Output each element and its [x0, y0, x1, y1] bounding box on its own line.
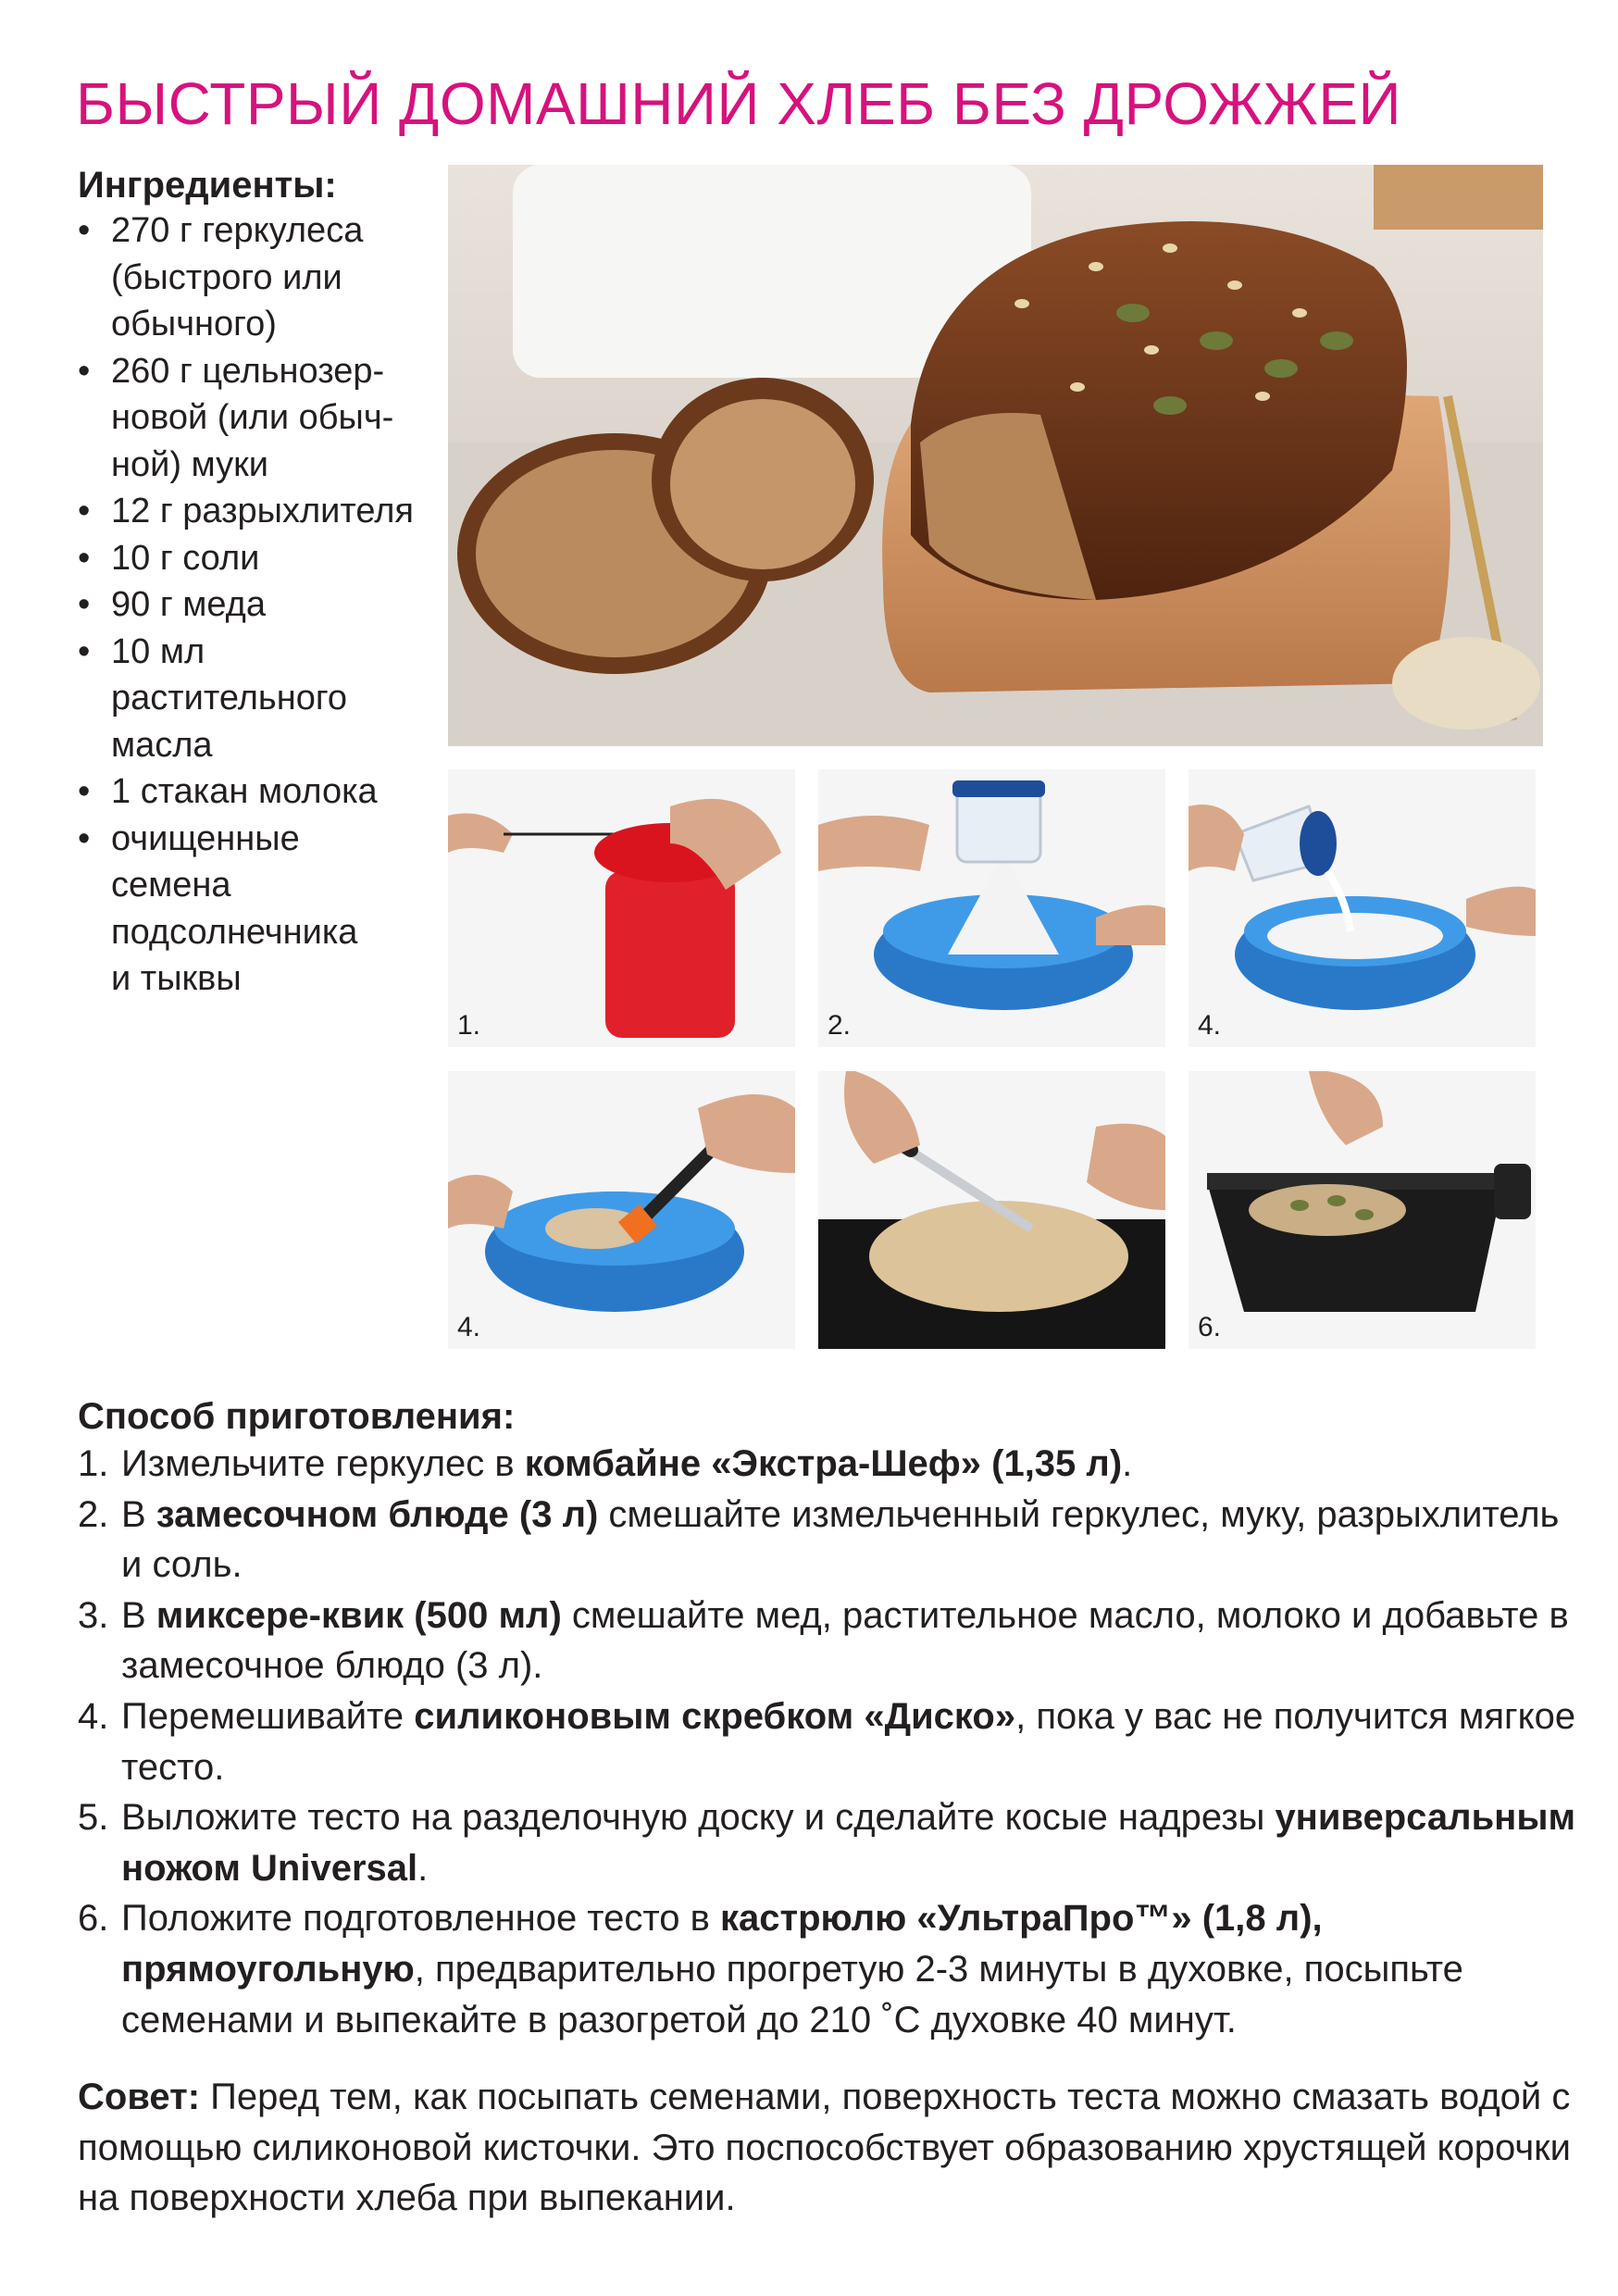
method-step-number: 3.	[78, 1594, 109, 1636]
ingredient-item: • 90 г меда	[78, 581, 448, 629]
step-number: 1.	[457, 1010, 481, 1041]
ingredient-item: • 10 г соли	[78, 535, 448, 582]
method-step-number: 5.	[78, 1797, 109, 1839]
step-number: 4.	[1198, 1010, 1222, 1041]
ingredients-list	[78, 207, 448, 1003]
tip-paragraph	[78, 2072, 1577, 2224]
ingredient-item: • 10 мл растительного масла	[78, 629, 448, 769]
step-number: 6.	[1198, 1312, 1222, 1342]
product-name: универсальным ножом Universal	[121, 1797, 1576, 1889]
method-step-number: 1.	[78, 1443, 109, 1484]
method-step-number: 4.	[78, 1695, 109, 1737]
method-step	[78, 1591, 1577, 1691]
step-photo-2	[818, 769, 1165, 1047]
tip-label: Совет:	[78, 2077, 201, 2117]
method-step-text: смешайте мед, растительное масло, молоко и добавьте в замесочное блюдо (3 л).	[121, 1594, 1569, 1687]
flour-sifter-icon	[818, 769, 1165, 1047]
product-name: замесочном блюде (3 л)	[156, 1493, 599, 1535]
method-heading: Способ приготовления:	[78, 1396, 516, 1437]
bread-loaf-photo	[448, 165, 1543, 746]
step-photo-5	[818, 1071, 1165, 1349]
method-step-text: .	[1122, 1443, 1133, 1484]
product-name: кастрюлю «УльтраПро™» (1,8 л), прямоугольную	[121, 1898, 1323, 1990]
recipe-title: БЫСТРЫЙ ДОМАШНИЙ ХЛЕБ БЕЗ ДРОЖЖЕЙ	[76, 70, 1401, 137]
step-photo-1	[448, 769, 795, 1047]
method-step-text: Положите подготовленное тесто в	[121, 1898, 721, 1940]
method-step	[78, 1893, 1577, 2045]
cutting-dough-icon	[818, 1071, 1165, 1349]
method-step-text: В	[121, 1493, 156, 1535]
product-name: миксере-квик (500 мл)	[156, 1594, 562, 1636]
method-step-text: Измельчите геркулес в	[121, 1443, 525, 1484]
ingredients-heading: Ингредиенты:	[78, 165, 337, 206]
method-step-text: Выложите тесто на разделочную доску и сделайте косые надрезы	[121, 1797, 1276, 1839]
method-step-text: В	[121, 1594, 156, 1636]
step-photo-4	[448, 1071, 795, 1349]
tip-text: Перед тем, как посыпать семенами, поверхность теста можно смазать водой с помощью силиконовой кисточки. Это поспособствует образованию хрустящей корочки на поверхности хлеба при выпекании.	[78, 2077, 1572, 2219]
step-photo-3	[1189, 769, 1536, 1047]
pouring-milk-icon	[1189, 769, 1536, 1047]
loaf-pan-icon	[1189, 1071, 1536, 1349]
method-step	[78, 1691, 1577, 1792]
ingredient-item: • очищенные семена подсолнечника и тыквы	[78, 816, 448, 1003]
ingredient-item: • 1 стакан молока	[78, 768, 448, 816]
method-step-text: Перемешивайте	[121, 1695, 415, 1737]
method-step	[78, 1792, 1577, 1893]
step-photo-6	[1189, 1071, 1536, 1349]
product-name: силиконовым скребком «Диско»	[414, 1695, 1016, 1737]
red-chopper-icon	[448, 769, 795, 1047]
method-step-number: 6.	[78, 1898, 109, 1940]
step-number: 2.	[828, 1010, 852, 1041]
method-step-number: 2.	[78, 1493, 109, 1535]
ingredient-item: • 260 г цельнозер- новой (или обыч- ной) муки	[78, 348, 448, 489]
method-step-text: , пока у вас не получится мягкое тесто.	[121, 1695, 1576, 1788]
method-step-text: смешайте измельченный геркулес, муку, разрыхлитель и соль.	[121, 1493, 1560, 1586]
mixing-dough-icon	[448, 1071, 795, 1349]
ingredient-item: • 12 г разрыхлителя	[78, 488, 448, 535]
method-step-text: .	[417, 1847, 429, 1889]
step-number: 4.	[457, 1312, 481, 1342]
method-step-text: , предварительно прогретую 2-3 минуты в духовке, посыпьте семенами и выпекайте в разогретой до 210 ˚С духовке 40 минут.	[121, 1948, 1463, 2040]
ingredient-item: • 270 г геркулеса (быстрого или обычного)	[78, 207, 448, 348]
method-step	[78, 1439, 1577, 1490]
product-name: комбайне «Экстра-Шеф» (1,35 л)	[524, 1443, 1123, 1484]
method-steps-list	[78, 1439, 1577, 2045]
method-step	[78, 1490, 1577, 1591]
